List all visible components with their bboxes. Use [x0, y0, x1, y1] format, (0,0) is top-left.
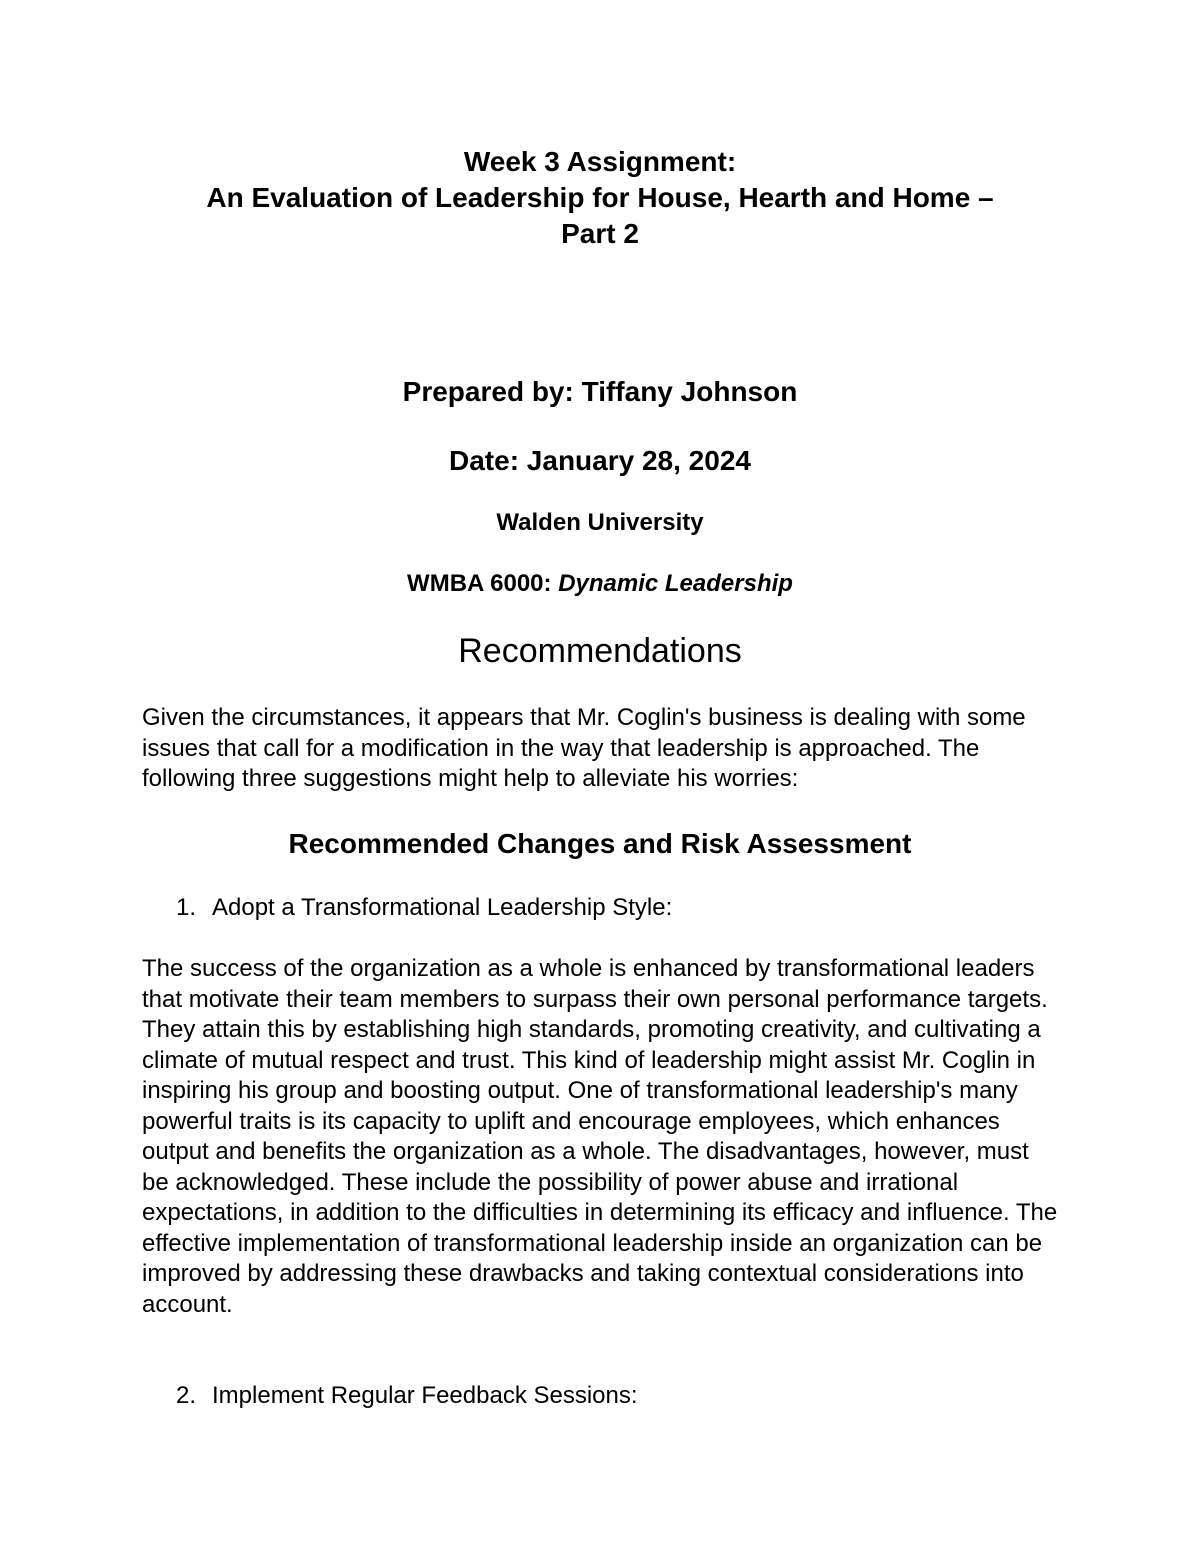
recommendations-heading: Recommendations [458, 632, 742, 670]
risk-assessment-heading: Recommended Changes and Risk Assessment [288, 828, 912, 859]
prepared-by: Prepared by: Tiffany Johnson [402, 376, 798, 407]
list-item-2 [176, 1381, 638, 1411]
title-line-1: Week 3 Assignment: [463, 146, 737, 177]
course-code: WMBA 6000: [407, 570, 552, 597]
list-item-2-number: 2. [176, 1382, 197, 1409]
list-item-1-label: Adopt a Transformational Leadership Style: [212, 894, 673, 921]
document-title [0, 144, 1200, 252]
item-1-body-paragraph: The success of the organization as a whole is enhanced by transformational leaders that motivate their team members to surpass their own personal performance targets. They attain this by establishing high standards, promoting creativity, and cultivating a climate of mutual respect and trust. This kind of leadership might assist Mr. Coglin in inspiring his group and boosting output. One of transformational leadership's many powerful traits is its capacity to uplift and encourage employees, which enhances output and benefits the organization as a whole. The disadvantages, however, must be acknowledged. These include the possibility of power abuse and irrational expectations, in addition to the difficulties in determining its efficacy and influence. The effective implementation of transformational leadership inside an organization can be improved by addressing these drawbacks and taking contextual considerations into account. [142, 955, 1058, 1318]
title-line-3: Part 2 [561, 218, 639, 249]
course-name: Dynamic Leadership [558, 570, 793, 597]
document-date: Date: January 28, 2024 [449, 445, 751, 476]
list-item-2-label: Implement Regular Feedback Sessions: [212, 1382, 638, 1409]
intro-paragraph: Given the circumstances, it appears that Mr. Coglin's business is dealing with some issues that call for a modification in the way that leadership is approached. The following three suggestions might help to alleviate his worries: [142, 704, 1026, 792]
title-line-2: An Evaluation of Leadership for House, Hearth and Home – [206, 182, 994, 213]
list-item-1-number: 1. [176, 894, 197, 921]
list-item-1 [176, 893, 672, 923]
university-name: Walden University [496, 509, 704, 536]
course-line [0, 569, 1200, 599]
